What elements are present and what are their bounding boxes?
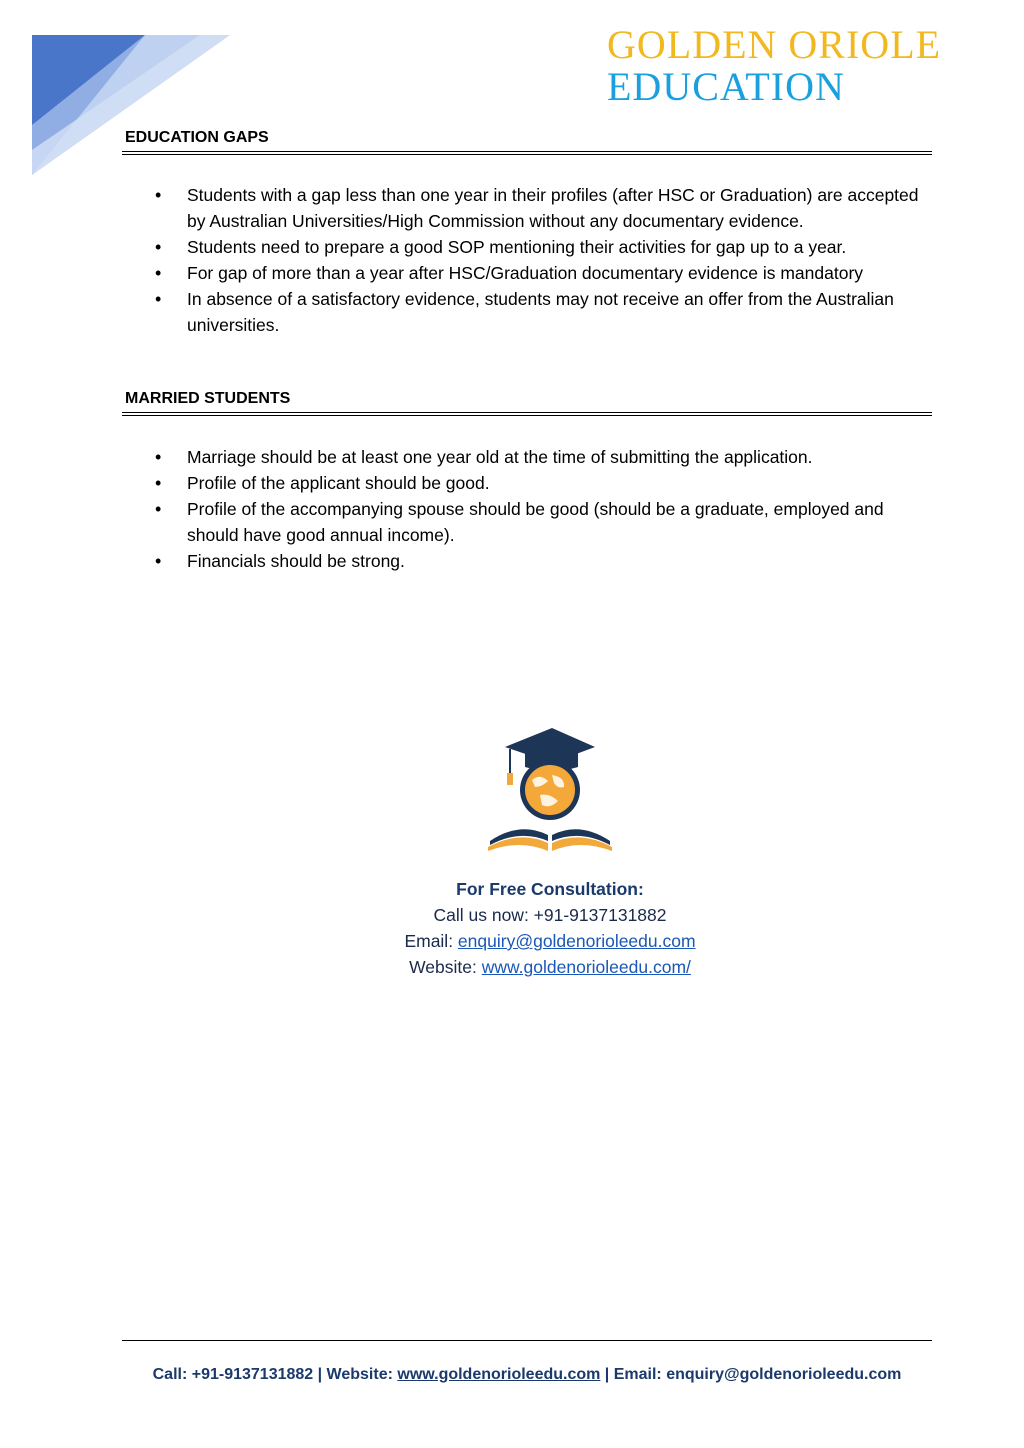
website-label: Website: bbox=[409, 957, 482, 977]
brand-wordmark bbox=[607, 24, 941, 108]
section-divider bbox=[122, 412, 932, 416]
section-divider bbox=[122, 151, 932, 155]
married-students-list bbox=[125, 444, 935, 574]
brand-line-1: GOLDEN ORIOLE bbox=[607, 22, 942, 67]
list-item: • Profile of the applicant should be good. bbox=[125, 470, 935, 496]
consultation-block bbox=[300, 876, 800, 980]
section-title-education-gaps: EDUCATION GAPS bbox=[125, 129, 269, 146]
list-item: • Marriage should be at least one year old at the time of submitting the application. bbox=[125, 444, 935, 470]
email-link[interactable]: enquiry@goldenorioleedu.com bbox=[457, 931, 696, 951]
footer-divider bbox=[122, 1340, 932, 1341]
consultation-email-row bbox=[300, 928, 800, 954]
list-item: • Students with a gap less than one year in their profiles (after HSC or Graduation) are accepted by Australian Universities/High Commission without any documentary evidence. bbox=[125, 182, 935, 234]
footer-call: Call: +91-9137131882 | Website: bbox=[152, 1366, 398, 1383]
list-item: • Students need to prepare a good SOP mentioning their activities for gap up to a year. bbox=[125, 234, 935, 260]
email-label: Email: bbox=[404, 931, 458, 951]
list-item: • In absence of a satisfactory evidence, students may not receive an offer from the Australian universities. bbox=[125, 286, 935, 338]
section-title-married-students: MARRIED STUDENTS bbox=[125, 390, 291, 407]
list-item: • For gap of more than a year after HSC/Graduation documentary evidence is mandatory bbox=[125, 260, 935, 286]
consultation-heading: For Free Consultation: bbox=[456, 879, 644, 899]
consultation-website-row bbox=[300, 954, 800, 980]
footer-website-link[interactable]: www.goldenorioleedu.com bbox=[397, 1366, 601, 1383]
footer-email: | Email: enquiry@goldenorioleedu.com bbox=[600, 1366, 902, 1383]
list-item: • Financials should be strong. bbox=[125, 548, 935, 574]
education-gaps-list bbox=[125, 182, 935, 338]
footer-contact bbox=[0, 1366, 1024, 1384]
graduation-globe-book-logo-icon bbox=[480, 725, 620, 855]
website-link[interactable]: www.goldenorioleedu.com/ bbox=[481, 957, 691, 977]
brand-line-2: EDUCATION bbox=[607, 64, 845, 109]
consultation-call: Call us now: +91-9137131882 bbox=[433, 905, 667, 925]
corner-decoration bbox=[0, 0, 260, 200]
list-item: • Profile of the accompanying spouse should be good (should be a graduate, employed and should have good annual income). bbox=[125, 496, 935, 548]
